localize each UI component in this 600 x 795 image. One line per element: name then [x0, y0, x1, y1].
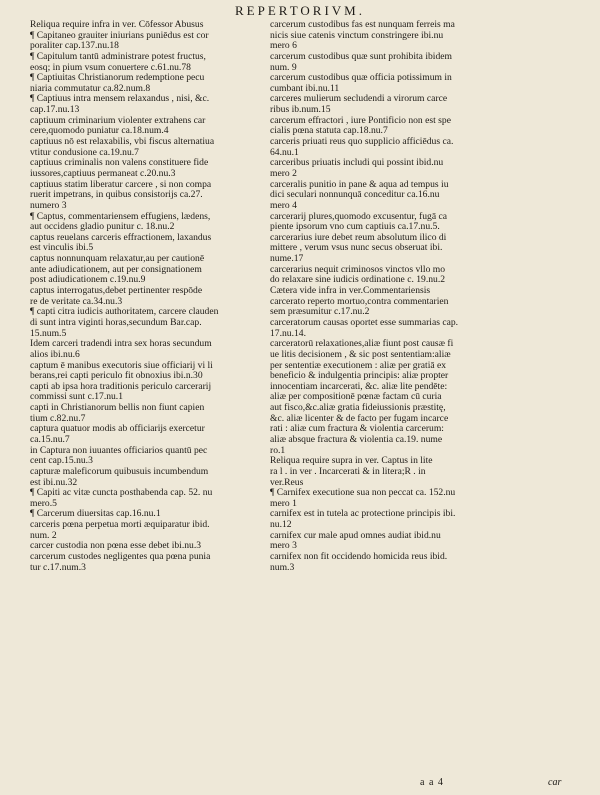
index-line: sem præsumitur c.17.nu.2 — [270, 307, 370, 318]
index-line: captiuus criminalis non valens constituere fide — [30, 158, 209, 169]
index-line: carceris pœna perpetua morti æquiparatur ibid. — [30, 520, 210, 531]
index-line: poraliter cap.137.nu.18 — [30, 41, 119, 52]
index-line: re de veritate ca.34.nu.3 — [30, 296, 123, 307]
index-line: aut fisco,&c.aliæ gratia fideiussionis præstitę, — [270, 403, 446, 414]
index-line: Reliqua require infra in ver. Cōfessor Abusus — [30, 20, 204, 30]
index-line: mero 4 — [270, 200, 297, 211]
index-line: ¶ Captus, commentariensem effugiens, lædens, — [30, 211, 211, 222]
index-line: commissi sunt c.17.nu.1 — [30, 392, 124, 403]
index-line: carcerato reperto mortuo,contra commentarien — [270, 296, 449, 307]
index-line: carcerum effractori , iure Pontificio non est spe — [270, 115, 451, 126]
index-line: carcerum custodes negligentes qua pœna punia — [30, 552, 211, 563]
index-line: captura quatuor modis ab officiarijs exercetur — [30, 424, 205, 435]
index-line: capti ab ipsa hora traditionis periculo carcerarij — [30, 381, 212, 392]
index-line: vtitur condusione ca.19.nu.7 — [30, 147, 139, 158]
index-line: captiuus statim liberatur carcere , si non compa — [30, 179, 212, 190]
index-line: mero 2 — [270, 168, 297, 179]
index-line: carceribus priuatis includi qui possint ibid.nu — [270, 158, 444, 169]
index-line: Reliqua require supra in ver. Captus in lite — [270, 456, 433, 467]
index-line: nu.12 — [270, 520, 292, 531]
index-line: ribus ib.num.15 — [270, 105, 331, 116]
index-line: cent cap.15.nu.3 — [30, 456, 93, 467]
index-line: 17.nu.14. — [270, 328, 306, 339]
right-column — [270, 20, 570, 573]
index-line: carcer custodia non pœna esse debet ibi.nu.3 — [30, 541, 202, 552]
index-line: carceris priuati reus quo supplicio afficiēdus ca. — [270, 137, 454, 148]
index-line: aliæ per compositionē pœnæ factam cū curia — [270, 392, 442, 403]
index-line: cere,quomodo puniatur ca.18.num.4 — [30, 126, 169, 137]
index-line: ¶ Carnifex executione sua non peccat ca. 152.nu — [270, 488, 456, 499]
left-column — [30, 20, 268, 573]
index-line: numero 3 — [30, 200, 67, 211]
index-line: carcerarius nequit criminosos vinctos vllo mo — [270, 264, 446, 275]
index-line: ¶ Capitaneo grauiter iniurians puniēdus est cor — [30, 30, 209, 41]
index-line: ¶ Capiti ac vitæ cuncta posthabenda cap. 52. nu — [30, 488, 213, 499]
index-line: rati : aliæ cum fractura & violentia carcerum: — [270, 424, 444, 435]
index-line: num. 2 — [30, 530, 57, 541]
index-line: cap.17.nu.13 — [30, 105, 80, 116]
index-line: mero 3 — [270, 541, 297, 552]
index-line: ¶ Capitulum tantū administrare potest fructus, — [30, 51, 206, 62]
index-line: captus interrogatus,debet pertinenter respōde — [30, 286, 203, 297]
index-line: carcerarius iure debet reum absolutum ilico di — [270, 232, 447, 243]
index-line: est vinculis ibi.5 — [30, 243, 94, 254]
index-line: capti in Christianorum bellis non fiunt capien — [30, 403, 205, 414]
index-line: mero 6 — [270, 41, 297, 52]
index-line: per sententiæ executionem : aliæ per gratiā ex — [270, 360, 447, 371]
index-line: ca.15.nu.7 — [30, 434, 70, 445]
index-line: post adiudicationem c.19.nu.9 — [30, 275, 146, 286]
index-line: nicis siue catenis vinctum constringere ibi.nu — [270, 30, 444, 41]
index-line: capturæ maleficorum quibusuis incumbendum — [30, 466, 209, 477]
index-line: beneficio & indulgentia principis: aliæ propter — [270, 371, 449, 382]
index-line: dici seculari nonnunquā conceditur ca.16.nu — [270, 190, 440, 201]
index-line: cialis pœna statuta cap.18.nu.7 — [270, 126, 388, 137]
index-line: ue litis decisionem , & sic post sententiam:aliæ — [270, 349, 451, 360]
index-line: ruerit impetrans, in quibus consistorijs ca.27. — [30, 190, 203, 201]
index-line: niaria commutatur ca.82.num.8 — [30, 83, 151, 94]
index-line: mero.5 — [30, 498, 57, 509]
index-line: berans,rei capti periculo fit obnoxius ibi.n.30 — [30, 371, 203, 382]
index-line: carcerum custodibus quæ officia potissimum in — [270, 73, 452, 84]
index-line: tium c.82.nu.7 — [30, 413, 86, 424]
index-line: carnifex cur male apud omnes audiat ibid.nu — [270, 530, 441, 541]
index-line: carcerum custodibus quæ sunt prohibita ibidem — [270, 51, 452, 62]
index-line: ver.Reus — [270, 477, 304, 488]
index-line: num.3 — [270, 562, 295, 573]
index-line: captum ē manibus executoris siue officiarij vi li — [30, 360, 213, 371]
index-line: est ibi.nu.32 — [30, 477, 78, 488]
index-line: ro.1 — [270, 445, 286, 456]
index-line: carcerarij plures,quomodo excusentur, fugā ca — [270, 211, 448, 222]
index-line: tur c.17.num.3 — [30, 562, 86, 573]
index-line: carceralis punitio in pane & aqua ad tempus iu — [270, 179, 449, 190]
index-line: cumbant ibi.nu.11 — [270, 83, 340, 94]
index-line: alios ibi.nu.6 — [30, 349, 80, 360]
index-line: captiuum criminarium violenter extrahens car — [30, 115, 206, 126]
index-line: eosq; in pium vsum conuertere c.61.nu.78 — [30, 62, 191, 73]
index-line: carceratorum causas oportet esse summarias cap. — [270, 317, 459, 328]
index-line: carnifex est in tutela ac protectione principis ibi. — [270, 509, 456, 520]
catchword: car — [548, 777, 562, 788]
index-line: carcerum custodibus fas est nunquam ferreis ma — [270, 20, 455, 30]
index-line: piente ipsorum vno cum captiuis ca.17.nu.5. — [270, 222, 440, 233]
index-line: &c. aliæ licenter & de facto per fugam incarce — [270, 413, 449, 424]
index-line: carnifex non fit occidendo homicida reus ibid. — [270, 552, 448, 563]
index-line: aliæ absque fractura & violentia ca.19. nume — [270, 434, 443, 445]
index-line: ¶ Captiuus intra mensem relaxandus , nisi, &c. — [30, 94, 210, 105]
index-line: carceres mulierum secludendi a virorum carce — [270, 94, 448, 105]
index-line: ra l . in ver . Incarcerati & in litera;R . in — [270, 466, 426, 477]
index-line: iussores,captiuus permaneat c.20.nu.3 — [30, 168, 176, 179]
index-line: captus reuelans carceris effractionem, laxandus — [30, 232, 212, 243]
index-line: carceratorū relaxationes,aliæ fiunt post causæ fi — [270, 339, 454, 350]
index-line: innocentiam incarcerati, &c. aliæ lite pendēte: — [270, 381, 448, 392]
index-line: 15.num.5 — [30, 328, 67, 339]
index-line: do relaxare sine iudicis ordinatione c. 19.nu.2 — [270, 275, 446, 286]
index-line: ¶ Carcerum diuersitas cap.16.nu.1 — [30, 509, 161, 520]
index-line: captus nonnunquam relaxatur,au per cautionē — [30, 254, 205, 265]
index-line: aut occidens gladio punitur c. 18.nu.2 — [30, 222, 175, 233]
page-title: REPERTORIVM. — [235, 3, 365, 18]
index-line: di sunt intra viginti horas,secundum Bar.cap. — [30, 317, 202, 328]
index-line: Cætera vide infra in ver.Commentariensis — [270, 286, 431, 297]
index-line: 64.nu.1 — [270, 147, 299, 158]
index-line: Idem carceri tradendi intra sex horas secundum — [30, 339, 212, 350]
index-line: ¶ Captiuitas Christianorum redemptione pecu — [30, 73, 205, 84]
index-line: ¶ capti citra iudicis authoritatem, carcere clauden — [30, 307, 219, 318]
index-line: captiuus nō est relaxabilis, vbi fiscus alternatiua — [30, 137, 215, 148]
index-line: mittere , verum vsus nunc secus obseruat ibi. — [270, 243, 443, 254]
index-line: mero 1 — [270, 498, 297, 509]
index-line: nume.17 — [270, 254, 304, 265]
signature-mark: a a 4 — [420, 777, 444, 788]
index-line: num. 9 — [270, 62, 297, 73]
index-line: in Captura non iuuantes officiarios quantū pec — [30, 445, 208, 456]
index-line: ante adiudicationem, aut per consignationem — [30, 264, 202, 275]
